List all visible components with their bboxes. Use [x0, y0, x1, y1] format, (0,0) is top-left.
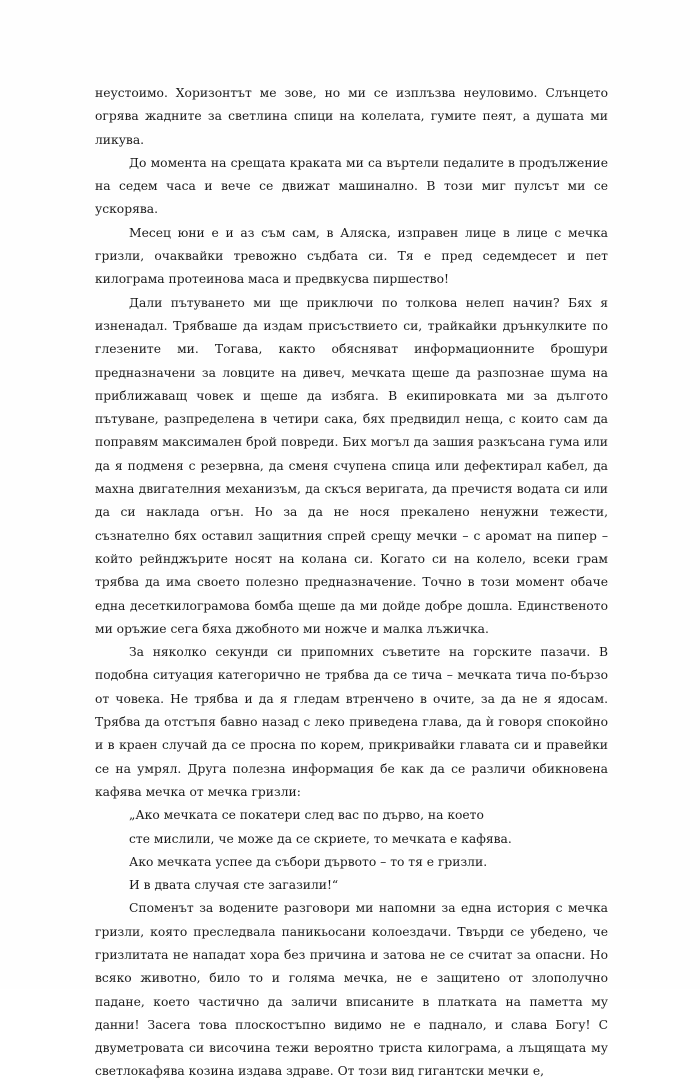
- quoted-verse: [95, 804, 608, 897]
- verse-line: Ако мечката успее да събори дървото – то тя е гризли.: [129, 854, 488, 869]
- paragraph: До момента на срещата краката ми са въртели педалите в продължение на седем часа и вече се движат машинално. В този миг пулсът ми се ускорява.: [95, 155, 608, 217]
- paragraph: За няколко секунди си припомних съветите на горските пазачи. В подобна ситуация категорично не трябва да се тича – мечката тича по-бързо от човека. Не трябва и да я гледам втренчено в очите, за да не я ядосам. Трябва да отстъпя бавно назад с леко приведена глава, да ѝ говоря спокойно и в краен случай да се просна по корем, прикривайки главата си и правейки се на умрял. Друга полезна информация бе как да се различи обикновена кафява мечка от мечка гризли:: [95, 645, 608, 799]
- verse-line: сте мислили, че може да се скриете, то мечката е кафява.: [129, 831, 512, 846]
- paragraph: неустоимо. Хоризонтът ме зове, но ми се изплъзва неуловимо. Слънцето огрява жадните за светлина спици на колелата, гумите пеят, а душата ми ликува.: [95, 86, 608, 147]
- verse-line: И в двата случая сте загазили!“: [129, 878, 339, 893]
- paragraph: Месец юни е и аз съм сам, в Аляска, изправен лице в лице с мечка гризли, очаквайки тревожно съдбата си. Тя е пред седемдесет и пет килограма протеинова маса и предвкусва пиршество!: [95, 225, 608, 287]
- paragraph: Дали пътуването ми ще приключи по толкова нелеп начин? Бях я изненадал. Трябваше да издам присъствието си, трайкайки дрънкулките по глезените ми. Тогава, както обясняват информационните брошури предназначени за ловците на дивеч, мечката щеше да разпознае шума на приближаващ човек и щеше да избяга. В екипировката ми за дългото пътуване, разпределена в четири сака, бях предвидил неща, с които сам да поправям максимален брой повреди. Бих могъл да зашия разкъсана гума или да я подменя с резервна, да сменя счупена спица или дефектирал кабел, да махна двигателния механизъм, да скъся веригата, да пречистя водата си или да си наклада огън. Но за да не нося прекалено ненужни тежести, съзнателно бях оставил защитния спрей срещу мечки – с аромат на пипер – който рейнджърите носят на колана си. Когато си на колело, всеки грам трябва да има своето полезно предназначение. Точно в този момент обаче една десеткилограмова бомба щеше да ми дойде добре дошла. Единственото ми оръжие сега бяха джобното ми ножче и малка лъжичка.: [95, 295, 608, 636]
- verse-line: „Ако мечката се покатери след вас по дърво, на което: [129, 808, 484, 823]
- paragraph: Споменът за водените разговори ми напомни за една история с мечка гризли, която преследвала паникьосани колоездачи. Твърди се убедено, че гризлитата не нападат хора без причина и затова не се считат за опасни. Но всяко животно, било то и голяма мечка, не е защитено от злополучно падане, което частично да заличи вписаните в платката на паметта му данни! Засега това плоскостъпно видимо не е паднало, и слава Богу! С двуметровата си височина тежи вероятно триста килограма, а лъщящата му светлокафява козина издава здраве. От този вид гигантски мечки е,: [95, 901, 608, 1079]
